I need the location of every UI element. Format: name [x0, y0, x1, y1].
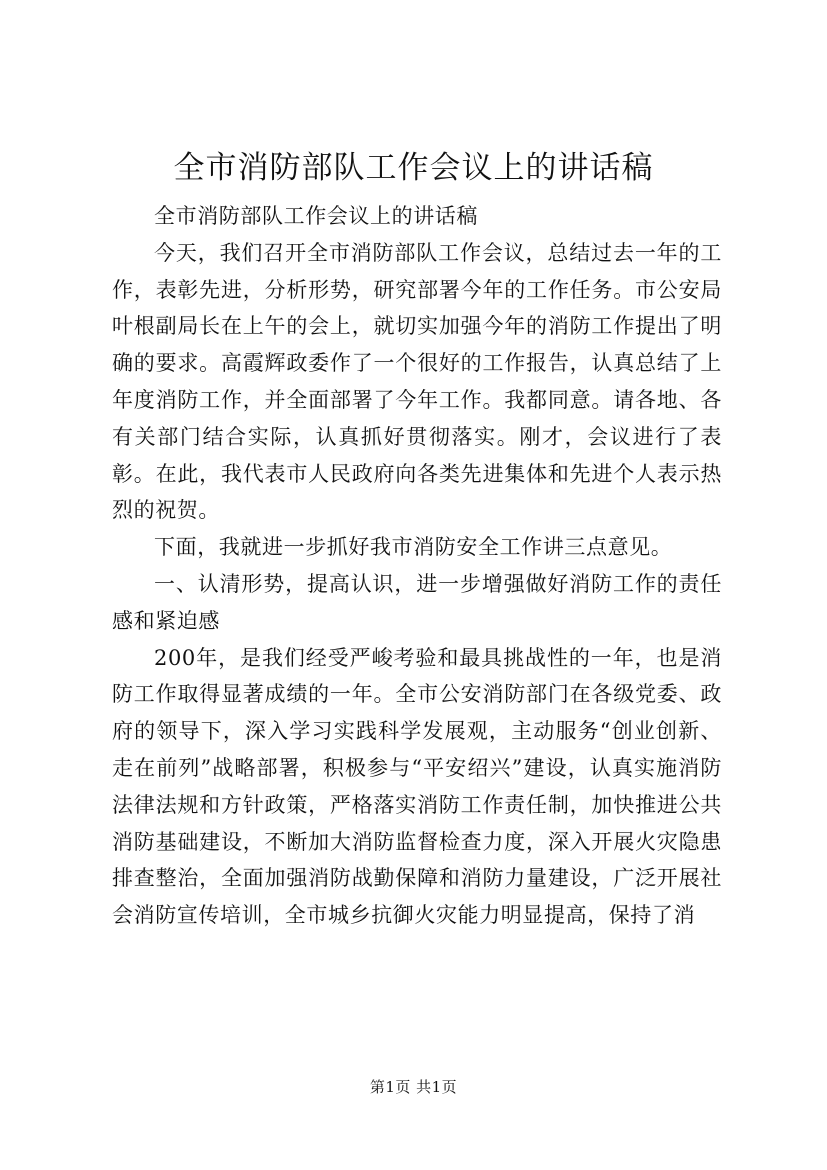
document-title: 全市消防部队工作会议上的讲话稿 [173, 150, 654, 186]
page-footer: 第1页 共1页 [369, 1078, 458, 1096]
section-heading-1: 一、认清形势，提高认识，进一步增强做好消防工作的责任感和紧迫感 [112, 571, 722, 633]
paragraph-subtitle: 全市消防部队工作会议上的讲话稿 [154, 204, 478, 228]
paragraph-opening: 今天，我们召开全市消防部队工作会议，总结过去一年的工作，表彰先进，分析形势，研究部署今年的工作任务。市公安局叶根副局长在上午的会上，就切实加强今年的消防工作提出了明确的要求。高霞辉政委作了一个很好的工作报告，认真总结了上年度消防工作，并全面部署了今年工作。我都同意。请各地、各有关部门结合实际，认真抓好贯彻落实。刚才，会议进行了表彰。在此，我代表市人民政府向各类先进集体和先进个人表示热烈的祝贺。 [112, 240, 722, 523]
document-body [112, 198, 722, 934]
paragraph-review: 200年，是我们经受严峻考验和最具挑战性的一年，也是消防工作取得显著成绩的一年。全市公安消防部门在各级党委、政府的领导下，深入学习实践科学发展观，主动服务“创业创新、走在前列”战略部署，积极参与“平安绍兴”建设，认真实施消防法律法规和方针政策，严格落实消防工作责任制，加快推进公共消防基础建设，不断加大消防监督检查力度，深入开展火灾隐患排查整治，全面加强消防战勤保障和消防力量建设，广泛开展社会消防宣传培训，全市城乡抗御火灾能力明显提高，保持了消 [112, 645, 722, 928]
paragraph-intro-points: 下面，我就进一步抓好我市消防安全工作讲三点意见。 [154, 535, 673, 560]
